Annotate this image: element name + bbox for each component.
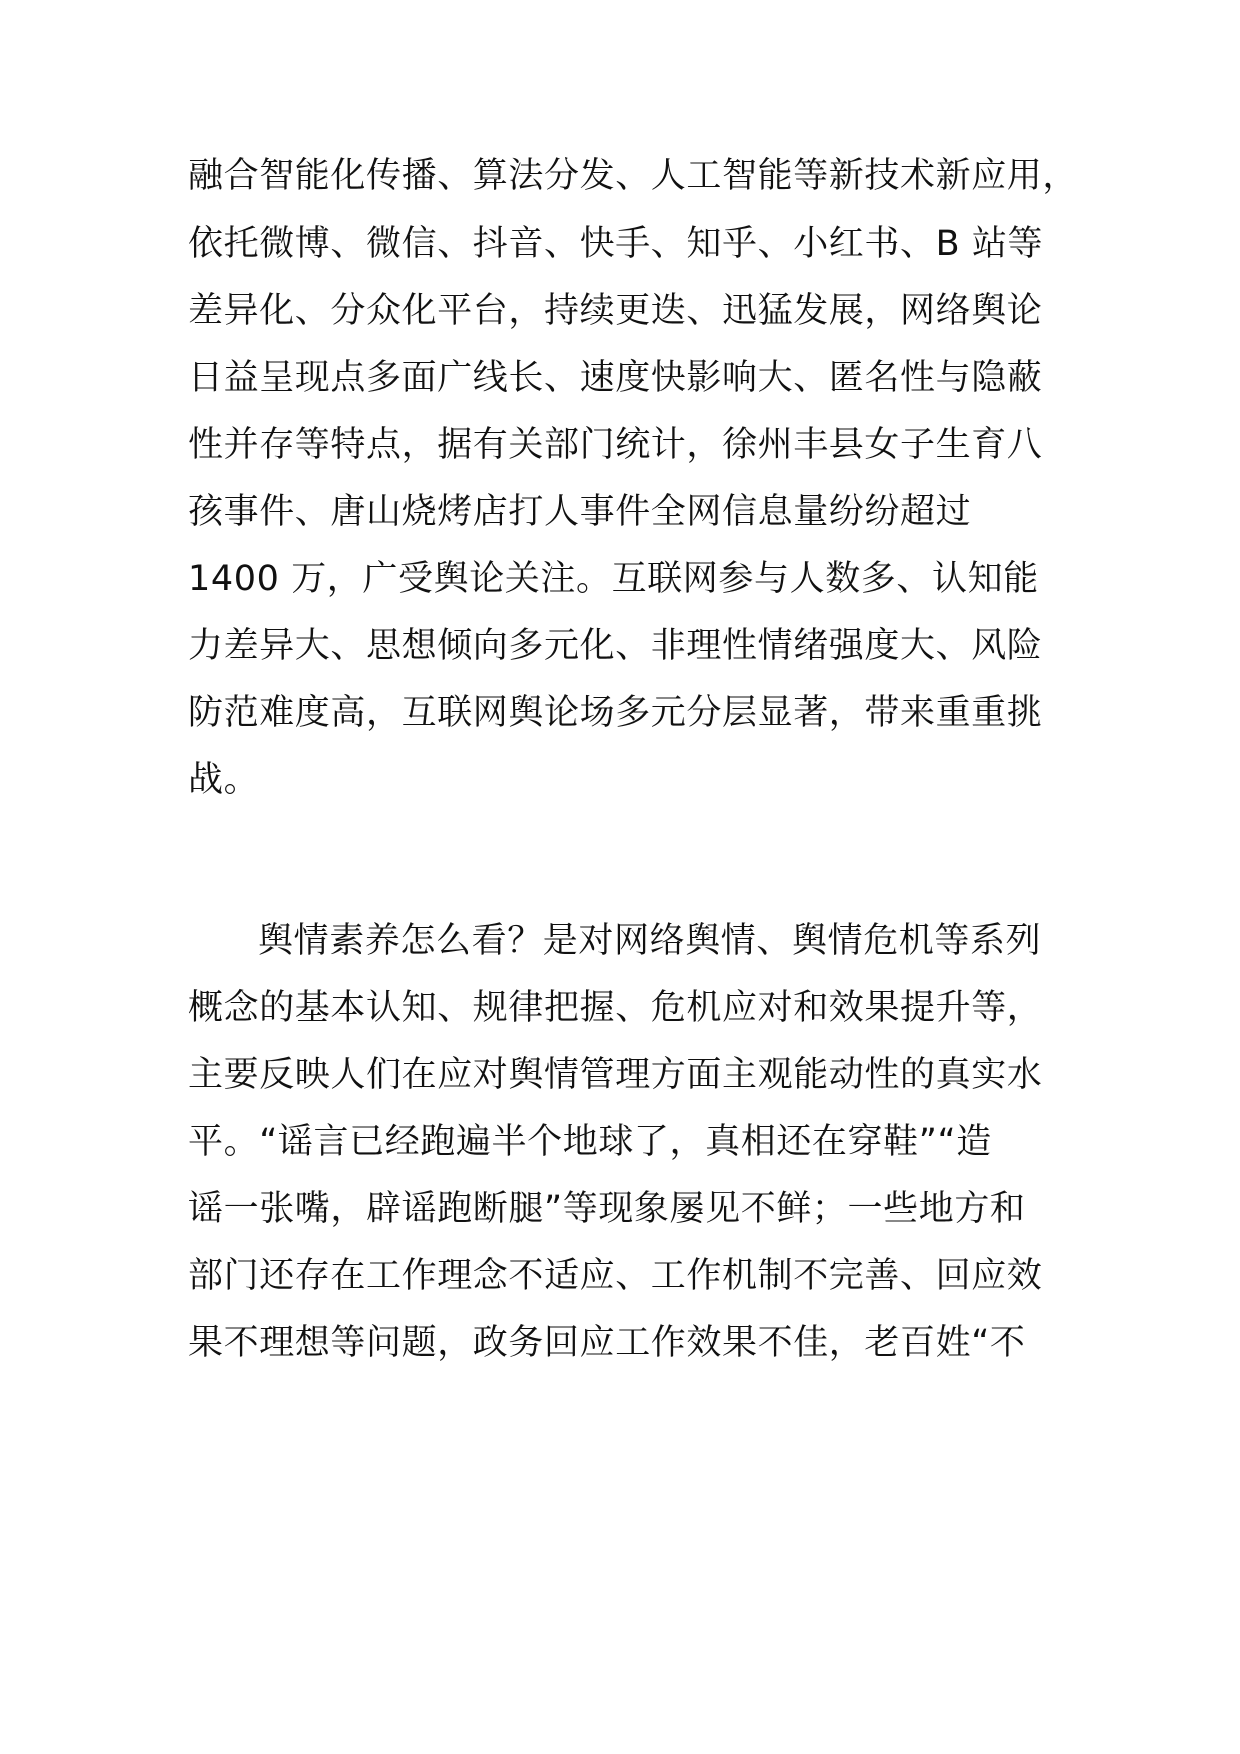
text-line: 果不理想等问题，政务回应工作效果不佳，老百姓“不 bbox=[188, 1323, 1026, 1363]
text-line: 差异化、分众化平台，持续更迭、迅猛发展，网络舆论 bbox=[188, 291, 1043, 331]
text-line: 主要反映人们在应对舆情管理方面主观能动性的真实水 bbox=[188, 1055, 1043, 1095]
text-line: 日益呈现点多面广线长、速度快影响大、匿名性与隐蔽 bbox=[188, 358, 1043, 398]
text-line: 防范难度高，互联网舆论场多元分层显著，带来重重挑 bbox=[188, 693, 1043, 733]
text-line: 部门还存在工作理念不适应、工作机制不完善、回应效 bbox=[188, 1256, 1043, 1296]
text-line: 概念的基本认知、规律把握、危机应对和效果提升等， bbox=[188, 988, 1043, 1028]
text-line: 性并存等特点，据有关部门统计，徐州丰县女子生育八 bbox=[188, 425, 1043, 465]
text-line: 力差异大、思想倾向多元化、非理性情绪强度大、风险 bbox=[188, 626, 1043, 666]
text-line: 依托微博、微信、抖音、快手、知乎、小红书、B 站等 bbox=[188, 224, 1044, 264]
text-line: 战。 bbox=[188, 760, 260, 800]
text-line: 谣一张嘴，辟谣跑断腿”等现象屡见不鲜；一些地方和 bbox=[188, 1189, 1026, 1229]
text-line: 孩事件、唐山烧烤店打人事件全网信息量纷纷超过 bbox=[188, 492, 972, 532]
text-line: 1400 万，广受舆论关注。互联网参与人数多、认知能 bbox=[188, 559, 1039, 599]
text-line: 平。“谣言已经跑遍半个地球了，真相还在穿鞋”“造 bbox=[188, 1122, 992, 1162]
text-line: 融合智能化传播、算法分发、人工智能等新技术新应用， bbox=[188, 156, 1079, 196]
text-line: 舆情素养怎么看？是对网络舆情、舆情危机等系列 bbox=[258, 921, 1042, 961]
